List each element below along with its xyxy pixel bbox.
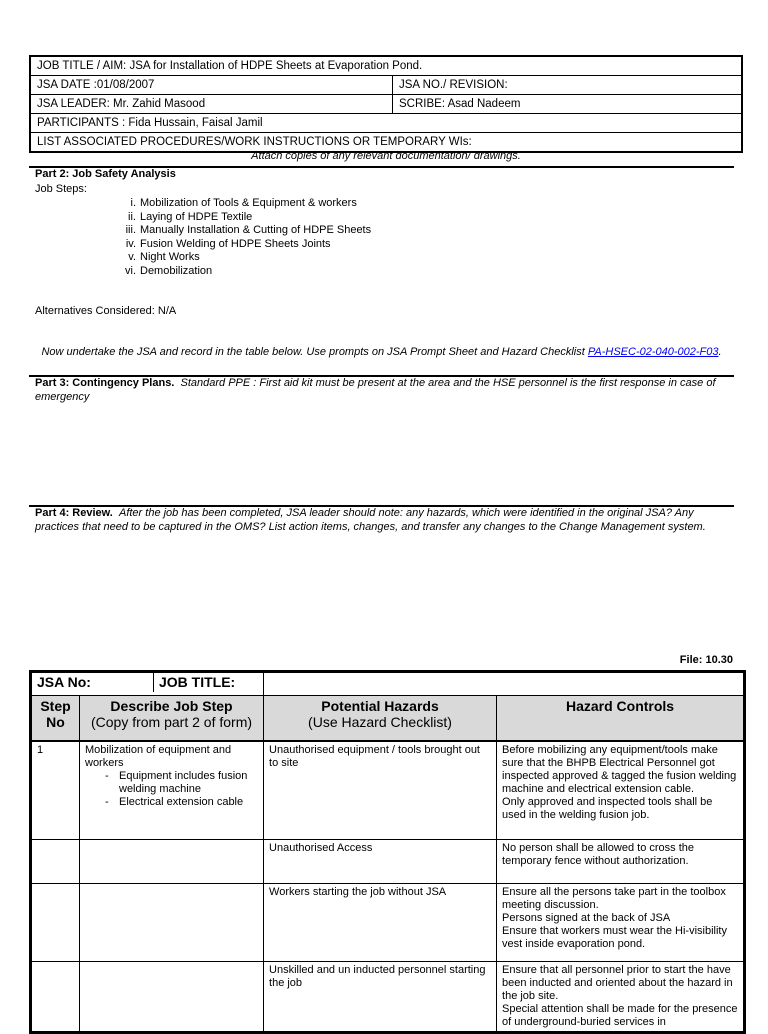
jsa-no-revision-cell: JSA NO./ REVISION: xyxy=(393,76,743,95)
job-title-cell: JOB TITLE / AIM: JSA for Installation of HDPE Sheets at Evaporation Pond. xyxy=(30,56,742,76)
column-header-describe-job-step: Describe Job Step (Copy from part 2 of form) xyxy=(80,696,264,742)
list-item: iv. Fusion Welding of HDPE Sheets Joints xyxy=(125,237,331,250)
jsa-prompt-text: Now undertake the JSA and record in the table below. Use prompts on JSA Prompt Sheet and Hazard Checklist PA-HSEC-02-040-002-F03. xyxy=(41,346,722,358)
part4-text: After the job has been completed, JSA leader should note: any hazards, which were identified in the original JSA? Any practices that need to be captured in the OMS? List action items, changes, and transfer any changes to the Change Management system. xyxy=(35,507,706,533)
file-label: File: 10.30 xyxy=(679,654,733,666)
jsa-no-label: JSA No: xyxy=(32,673,154,692)
list-item: iii. Manually Installation & Cutting of HDPE Sheets xyxy=(125,224,372,236)
part3-text: Standard PPE : First aid kit must be present at the area and the HSE personnel is the first response in case of emergency xyxy=(35,377,716,403)
column-header-potential-hazards: Potential Hazards (Use Hazard Checklist) xyxy=(264,696,497,742)
jsa-header-table xyxy=(29,55,743,153)
list-item: v. Night Works xyxy=(128,251,200,263)
column-header-step-no: Step No xyxy=(31,696,80,742)
table-row: Unskilled and un inducted personnel starting the job Ensure that all personnel prior to start the have been inducted and oriented about the hazard in the job site. Special attention shall be made for the presence of underground-buried services in xyxy=(31,961,745,1032)
alternatives-considered: Alternatives Considered: N/A xyxy=(35,305,177,317)
column-header-hazard-controls: Hazard Controls xyxy=(497,696,745,742)
procedures-cell: LIST ASSOCIATED PROCEDURES/WORK INSTRUCTIONS OR TEMPORARY WIs: xyxy=(30,133,742,153)
jsa-table xyxy=(29,670,746,1034)
jsa-date-cell: JSA DATE :01/08/2007 xyxy=(30,76,393,95)
job-title-label: JOB TITLE: xyxy=(159,674,236,690)
part4-section xyxy=(35,507,735,534)
part4-title: Part 4: Review. xyxy=(35,507,113,519)
jsa-leader-cell: JSA LEADER: Mr. Zahid Masood xyxy=(30,95,393,114)
table-row: Workers starting the job without JSA Ensure all the persons take part in the toolbox meeting discussion. Persons signed at the back of JSA Ensure that workers must wear the Hi-visibility vest inside evaporation pond. xyxy=(31,883,745,961)
participants-cell: PARTICIPANTS : Fida Hussain, Faisal Jamil xyxy=(30,114,742,133)
list-item: ii. Laying of HDPE Textile xyxy=(128,210,253,223)
job-steps-list xyxy=(100,197,371,278)
table-row: 1 Mobilization of equipment and workers - Equipment includes fusion welding machine - Electrical extension cable Unauthorised equipment / tools brought out to site Before mobilizing any equipment/tools make sure that the BHPB Electrical Personnel got inspected approved & tagged the fusion welding machine and electrical extension cable. Only approved and inspected tools shall be used in the welding fusion job. xyxy=(31,741,745,839)
job-steps-label: Job Steps: xyxy=(35,183,87,195)
table-row: Unauthorised Access No person shall be allowed to cross the temporary fence without authorization. xyxy=(31,839,745,883)
part3-title: Part 3: Contingency Plans. xyxy=(35,377,175,389)
list-item: i. Mobilization of Tools & Equipment & workers xyxy=(130,197,357,209)
list-item: - Equipment includes fusion welding machine xyxy=(105,770,248,795)
list-item: - Electrical extension cable xyxy=(105,796,244,808)
scribe-cell: SCRIBE: Asad Nadeem xyxy=(393,95,743,114)
hazard-checklist-link[interactable]: PA-HSEC-02-040-002-F03 xyxy=(587,346,719,358)
list-item: vi. Demobilization xyxy=(125,264,213,277)
part3-section xyxy=(35,377,735,404)
attach-note: Attach copies of any relevant documentation/ drawings. xyxy=(251,150,521,162)
part2-title: Part 2: Job Safety Analysis xyxy=(35,168,176,180)
